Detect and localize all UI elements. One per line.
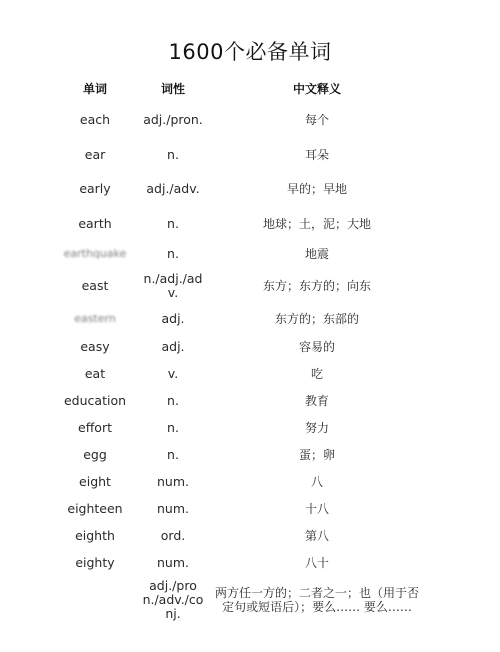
meaning-cell: 努力 — [304, 420, 329, 435]
word-cell: ear — [84, 146, 106, 162]
word-cell: easy — [80, 339, 110, 354]
word-cell: earth — [78, 215, 112, 231]
header-meaning: 中文释义 — [292, 82, 341, 96]
pos-cell: n. — [167, 146, 179, 162]
pos-cell: n. — [167, 392, 179, 408]
pos-cell: num. — [157, 554, 189, 570]
pos-cell: adj./pron./adv./conj. — [142, 578, 204, 621]
page-title: 1600个必备单词 — [168, 40, 332, 64]
word-cell: effort — [78, 419, 112, 435]
table-row — [0, 387, 500, 414]
meaning-cell: 早的；早地 — [286, 182, 347, 196]
table-row — [0, 334, 500, 360]
table-row — [0, 268, 500, 304]
meaning-cell: 蛋；卵 — [298, 447, 335, 462]
meaning-cell: 八 — [310, 474, 323, 489]
table-row — [0, 495, 500, 522]
meaning-cell: 教育 — [304, 393, 329, 408]
word-cell: education — [63, 392, 127, 408]
pos-cell: v. — [167, 365, 179, 381]
word-cell: eat — [84, 365, 106, 381]
table-row — [0, 304, 500, 334]
word-cell: each — [79, 112, 111, 127]
table-row — [0, 468, 500, 495]
table-row — [0, 207, 500, 240]
table-row — [0, 102, 500, 138]
table-header — [0, 80, 500, 96]
pos-cell: num. — [157, 473, 189, 489]
word-cell: eastern — [74, 312, 116, 325]
table-row — [0, 414, 500, 441]
meaning-cell: 八十 — [304, 555, 329, 570]
pos-cell: adj./adv. — [146, 181, 200, 196]
pos-cell: adj. — [161, 339, 185, 354]
pos-cell: n./adj./adv. — [143, 271, 203, 300]
table-row — [0, 441, 500, 468]
pos-cell: ord. — [160, 527, 186, 543]
word-cell: eight — [79, 473, 111, 489]
pos-cell: n. — [167, 246, 179, 261]
table-row — [0, 171, 500, 207]
table-row — [0, 138, 500, 171]
header-word: 单词 — [82, 82, 107, 96]
meaning-cell: 容易的 — [298, 340, 335, 354]
table-row — [0, 240, 500, 268]
word-cell: egg — [83, 446, 107, 462]
meaning-cell: 耳朵 — [304, 147, 329, 162]
meaning-cell: 吃 — [310, 366, 323, 381]
pos-cell: n. — [167, 215, 179, 231]
meaning-cell: 地球；土，泥；大地 — [262, 216, 371, 231]
table-row — [0, 360, 500, 387]
word-cell: early — [79, 181, 111, 196]
header-pos: 词性 — [160, 82, 185, 96]
pos-cell: n. — [167, 446, 179, 462]
table-row — [0, 522, 500, 549]
meaning-cell: 每个 — [304, 113, 329, 127]
table-row — [0, 549, 500, 576]
pos-cell: num. — [157, 500, 189, 516]
word-cell: east — [81, 278, 109, 293]
meaning-cell: 东方；东方的；向东 — [262, 279, 371, 293]
pos-cell: adj./pron. — [143, 112, 203, 127]
word-cell: earthquake — [63, 247, 127, 260]
table-row — [0, 576, 500, 624]
meaning-cell: 十八 — [304, 501, 329, 516]
meaning-cell: 第八 — [304, 528, 329, 543]
meaning-cell: 两方任一方的；二者之一；也（用于否定句或短语后）；要么…… 要么…… — [214, 586, 419, 614]
meaning-cell: 地震 — [304, 247, 329, 261]
meaning-cell: 东方的；东部的 — [274, 312, 359, 326]
word-cell: eighth — [75, 527, 115, 543]
pos-cell: n. — [167, 419, 179, 435]
word-cell: eighty — [75, 554, 115, 570]
pos-cell: adj. — [161, 311, 185, 326]
word-cell: eighteen — [67, 500, 123, 516]
